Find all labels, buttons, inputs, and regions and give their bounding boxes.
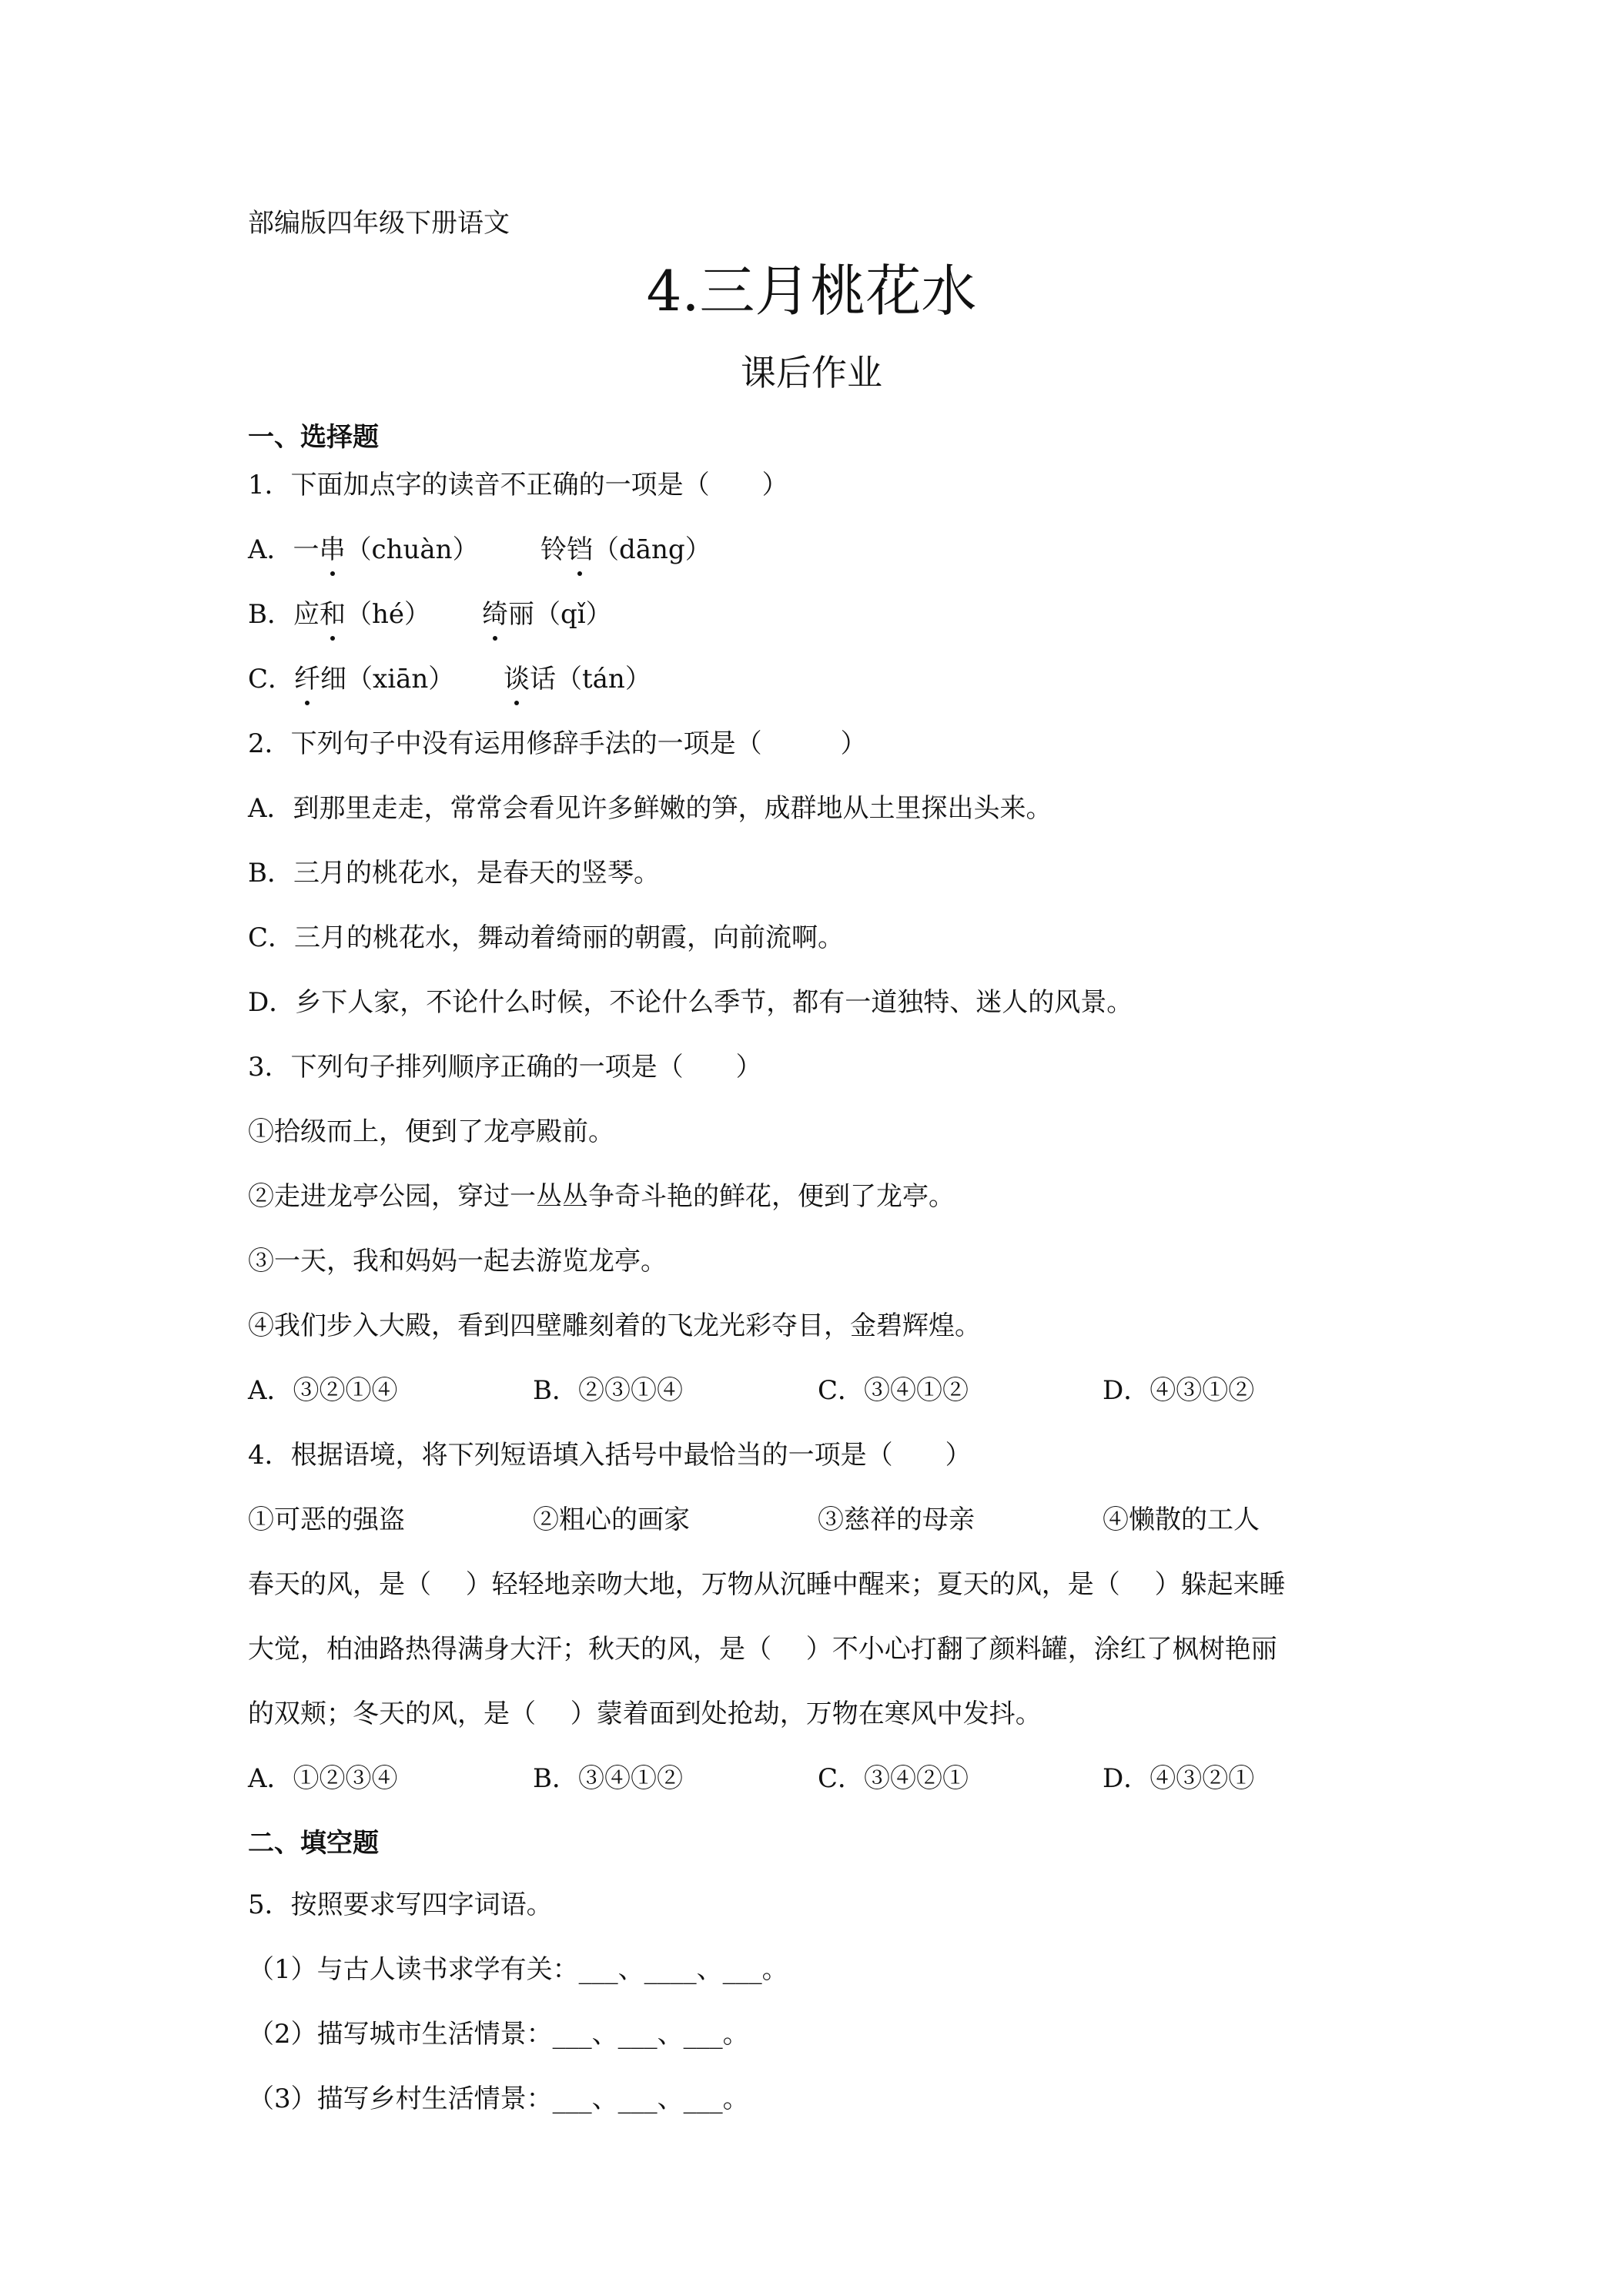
question-2-option-c: C．三月的桃花水，舞动着绮丽的朝霞，向前流啊。 [248,922,845,953]
option-b-text: B．应 [248,599,320,630]
question-4-passage-line-1: 春天的风，是（ ）轻轻地亲吻大地，万物从沉睡中醒来；夏天的风，是（ ）躲起来睡 [248,1569,1286,1600]
question-3-option-c: C．③④①② [818,1375,969,1406]
dotted-char: 纤 [294,661,320,698]
question-1-option-a-second [540,531,711,568]
option-b-pinyin-2: 丽（qǐ） [508,599,612,630]
question-3-sentence-3: ③一天，我和妈妈一起去游览龙亭。 [248,1246,667,1277]
question-2-option-a: A．到那里走走，常常会看见许多鲜嫩的笋，成群地从土里探出头来。 [248,793,1052,824]
question-4-option-b: B．③④①② [533,1763,683,1794]
question-4-passage-line-3: 的双颊；冬天的风，是（ ）蒙着面到处抢劫，万物在寒风中发抖。 [248,1699,1042,1729]
question-3-options [248,1372,1326,1409]
question-1-option-b [248,596,430,633]
question-3-option-b: B．②③①④ [533,1375,683,1406]
question-2-option-b: B．三月的桃花水，是春天的竖琴。 [248,858,660,889]
question-3-sentence-2: ②走进龙亭公园，穿过一丛丛争奇斗艳的鲜花，便到了龙亭。 [248,1181,955,1212]
question-1-option-b-second [482,596,612,633]
subject-line: 部编版四年级下册语文 [248,208,510,239]
dotted-char: 串 [320,531,346,568]
section-heading-fill: 二、填空题 [248,1828,379,1859]
option-b-pinyin: （hé） [346,599,431,630]
dotted-char: 绮 [482,596,508,633]
section-heading-choice: 一、选择题 [248,422,379,453]
phrase-4: ④懒散的工人 [1103,1504,1260,1535]
option-a-pinyin: （chuàn） [345,534,479,565]
question-4-option-c: C．③④②① [818,1763,969,1794]
question-4-passage-line-2: 大觉，柏油路热得满身大汗；秋天的风，是（ ）不小心打翻了颜料罐，涂红了枫树艳丽 [248,1634,1277,1665]
phrase-3: ③慈祥的母亲 [818,1504,975,1535]
question-5-stem: 5．按照要求写四字词语。 [248,1889,553,1920]
option-c-pinyin: 细（xiān） [320,664,455,694]
option-a-pinyin-2: （dāng） [593,534,711,565]
question-5-line-2: （2）描写城市生活情景：___、___、___。 [248,2019,749,2050]
question-4-option-d: D．④③②① [1103,1763,1255,1794]
dotted-char: 铛 [567,531,593,568]
question-2-option-d: D．乡下人家，不论什么时候，不论什么季节，都有一道独特、迷人的风景。 [248,987,1133,1018]
question-1-option-c [248,661,454,698]
question-1-stem: 1．下面加点字的读音不正确的一项是（ ） [248,470,788,500]
option-c-pinyin-2: 话（tán） [530,664,651,694]
option-a-text-2: 铃 [540,534,567,565]
option-c-text: C． [248,664,295,694]
question-1-option-a [248,531,479,568]
question-4-phrases [248,1501,1403,1538]
question-3-sentence-4: ④我们步入大殿，看到四壁雕刻着的飞龙光彩夺目，金碧辉煌。 [248,1310,981,1341]
question-4-options [248,1760,1326,1797]
question-3-option-a: A．③②①④ [248,1375,398,1406]
question-3-stem: 3．下列句子排列顺序正确的一项是（ ） [248,1052,762,1083]
question-5-line-3: （3）描写乡村生活情景：___、___、___。 [248,2083,749,2114]
question-4-option-a: A．①②③④ [248,1763,398,1794]
phrase-1: ①可恶的强盗 [248,1504,405,1535]
question-3-sentence-1: ①拾级而上，便到了龙亭殿前。 [248,1116,614,1147]
question-3-option-d: D．④③①② [1103,1375,1255,1406]
option-a-text: A．一 [248,534,320,565]
question-1-option-c-second [504,661,651,698]
page-title: 4.三月桃花水 [646,259,977,323]
page-subtitle: 课后作业 [741,352,882,393]
dotted-char: 和 [320,596,346,633]
question-5-line-1: （1）与古人读书求学有关：___、____、___。 [248,1954,788,1985]
question-2-stem: 2．下列句子中没有运用修辞手法的一项是（ ） [248,728,867,759]
question-4-stem: 4．根据语境，将下列短语填入括号中最恰当的一项是（ ） [248,1440,972,1471]
phrase-2: ②粗心的画家 [533,1504,690,1535]
dotted-char: 谈 [504,661,530,698]
